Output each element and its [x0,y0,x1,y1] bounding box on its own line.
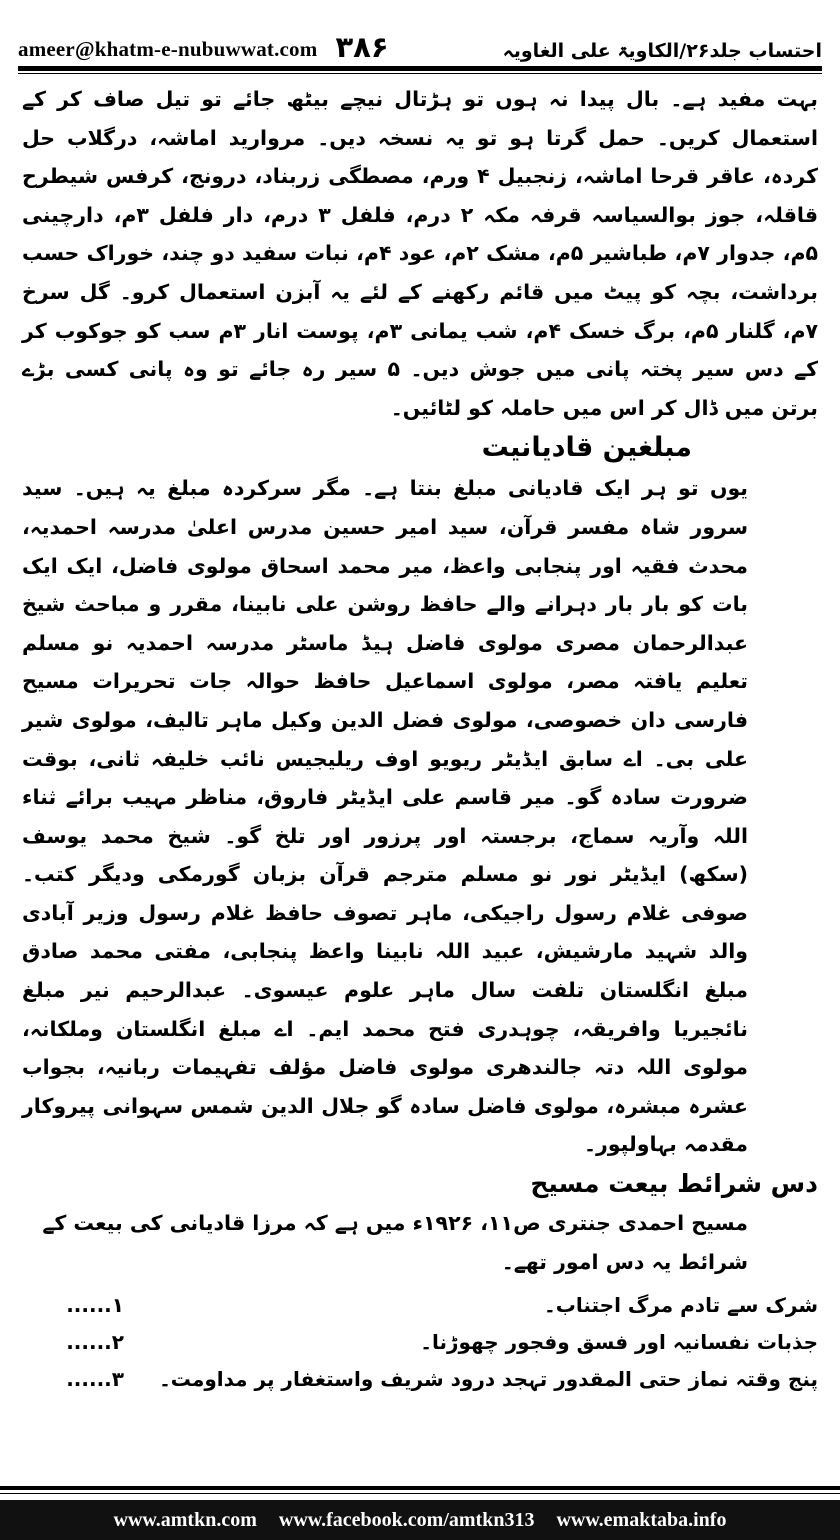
list-item [22,1361,818,1398]
page-header [18,14,822,62]
list-item-text: شرک سے تادم مرگ اجتناب۔ [544,1293,818,1318]
header-divider [18,66,822,74]
section-heading-muballigheen: مبلغین قادیانیت [481,432,692,464]
paragraph-remedy: بہت مفید ہے۔ بال پیدا نہ ہوں تو ہڑتال نیچے بیٹھ جائے تو تیل صاف کر کے استعمال کریں۔ حمل گرتا ہو تو یہ نسخہ دیں۔ مروارید اماشہ، درگلاب حل کردہ، عاقر قرحا اماشہ، زنجبیل ۴ ورم، مصطگی زربناد، درونج، کرفس شیطرح قاقلہ، جوز بوالسیاسہ قرفہ مکہ ۲ درم، فلفل ۳ درم، دار فلفل ۳م، دارچینی ۵م، جدوار ۷م، طباشیر ۵م، مشک ۲م، عود ۴م، نبات سفید دو چند، خوراک حسب برداشت، بچہ کو پیٹ میں قائم رکھنے کے لئے یہ آبزن استعمال کرو۔ گل سرخ ۷م، گلنار ۵م، برگ خسک ۴م، شب یمانی ۳م، پوست انار ۳م سب کو جوکوب کر کے دس سیر پختہ پانی میں جوش دیں۔ ۵ سیر رہ جائے تو وہ پانی کسی بڑے برتن میں ڈال کر اس میں حاملہ کو لٹائیں۔ [22,87,819,420]
paragraph-bait-intro: مسیح احمدی جنتری ص۱۱، ۱۹۲۶ء میں ہے کہ مرزا قادیانی کی بیعت کے شرائط یہ دس امور تھے۔ [42,1211,748,1274]
list-item-text: جذبات نفسانیہ اور فسق وفجور چھوڑنا۔ [420,1330,818,1355]
header-left-group [18,30,389,64]
page-footer [0,1500,840,1540]
footer-link-facebook[interactable]: www.facebook.com/amtkn313 [278,1508,535,1531]
list-item-number: ۳...... [66,1367,124,1392]
page-number: ۳۸۶ [335,30,389,64]
footer-divider [0,1486,840,1494]
conditions-list [22,1287,818,1398]
list-item-number: ۱...... [66,1293,124,1318]
footer-link-emaktaba[interactable]: www.emaktaba.info [556,1508,727,1531]
list-item [22,1287,818,1324]
list-item [22,1324,818,1361]
paragraph-muballigheen: یوں تو ہر ایک قادیانی مبلغ بنتا ہے۔ مگر سرکردہ مبلغ یہ ہیں۔ سید سرور شاہ مفسر قرآن، سید امیر حسین مدرس اعلیٰ مدرسہ احمدیہ، محدث فقیہ اور پنجابی واعظ، میر محمد اسحاق مولوی فاضل، ایک ایک بات کو بار بار دہرانے والے حافظ روشن علی نابینا، مقرر و مباحث شیخ عبدالرحمان مصری مولوی فاضل ہیڈ ماسٹر مدرسہ احمدیہ نو مسلم تعلیم یافتہ مصر، مولوی اسماعیل حافظ حوالہ جات تحریرات مسیح فارسی دان خصوصی، مولوی فضل الدین وکیل ماہر تالیف، مولوی شیر علی بی۔ اے سابق ایڈیٹر ریویو اوف ریلیجیس نائب خلیفہ ثانی، بوقت ضرورت سادہ گو۔ میر قاسم علی ایڈیٹر فاروق، مناظر مہیب برائے ثناء اللہ وآریہ سماج، برجستہ اور پرزور اور تلخ گو۔ شیخ محمد یوسف (سکھ) ایڈیٹر نور نو مسلم مترجم قرآن بزبان گورمکی ودیگر کتب۔ صوفی غلام رسول راجیکی، ماہر تصوف حافظ غلام رسول وزیر آبادی والد شہید مارشیش، عبید اللہ نابینا واعظ پنجابی، مفتی محمد صادق مبلغ انگلستان تلفت سال ماہر علوم عیسوی۔ عبدالرحیم نیر مبلغ نائجیریا وافریقہ، چوہدری فتح محمد ایم۔ اے مبلغ انگلستان وملکانہ، مولوی اللہ دتہ جالندھری مولوی فاضل مؤلف تفہیمات ربانیہ، بجواب عشرہ مبشرہ، مولوی فاضل سادہ گو جلال الدین شمس سہوانی پیروکار مقدمہ بہاولپور۔ [22,476,748,1157]
page-content [22,80,818,1398]
book-title: احتساب جلد۲۶/الکاویۃ علی الغاویہ [502,40,822,62]
section-heading-bait-conditions: دس شرائط بیعت مسیح [530,1169,818,1199]
header-email: ameer@khatm-e-nubuwwat.com [18,37,318,61]
footer-link-amtkn[interactable]: www.amtkn.com [113,1508,257,1531]
list-item-text: پنج وقتہ نماز حتی المقدور تہجد درود شریف واستغفار پر مداومت۔ [159,1367,818,1392]
list-item-number: ۲...... [66,1330,124,1355]
